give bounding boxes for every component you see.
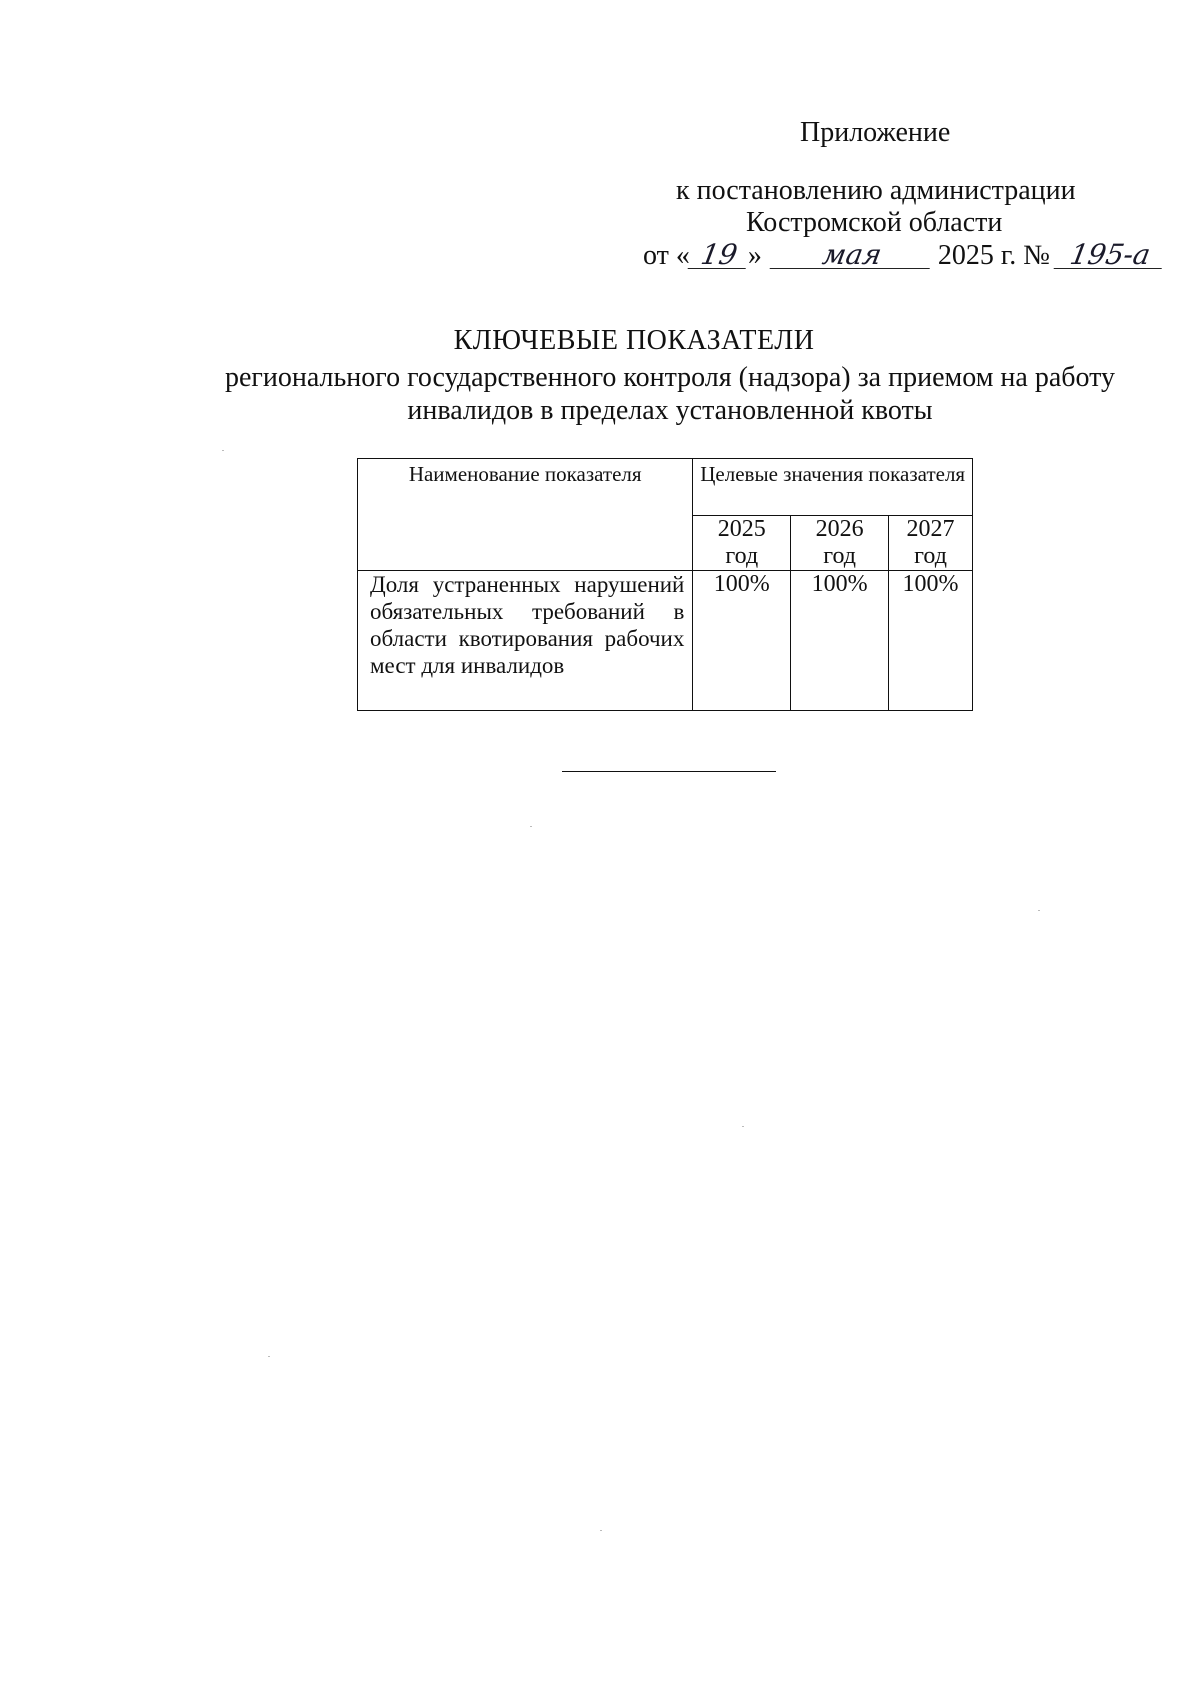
scan-speck — [1038, 910, 1040, 911]
indicator-name-cell: Доля устраненных нарушений обязательных требований в области квотирования рабочих мест для инвалидов — [358, 571, 693, 711]
decree-reference-line-2: Костромской области — [746, 207, 1003, 238]
subtitle-line-1: регионального государственного контроля (надзора) за приемом на работу — [225, 362, 1115, 393]
handwritten-number: 195-а — [1054, 242, 1167, 269]
decree-date-line — [643, 240, 1164, 272]
scan-speck — [742, 1126, 744, 1127]
header-year-2026 — [791, 516, 889, 571]
value-2025-cell: 100% — [693, 571, 791, 711]
scan-speck — [222, 450, 224, 451]
scan-speck — [600, 1530, 602, 1531]
value-2027-cell: 100% — [889, 571, 973, 711]
header-year-2025 — [693, 516, 791, 571]
scan-speck — [530, 826, 532, 827]
year-unit: год — [823, 543, 857, 569]
year-label: 2026 — [815, 516, 864, 542]
header-indicator-name: Наименование показателя — [358, 459, 693, 571]
year-label: 2025 — [717, 516, 766, 542]
date-mid: » — [747, 240, 762, 271]
value-2026-cell: 100% — [791, 571, 889, 711]
decree-reference-line-1: к постановлению администрации — [676, 175, 1076, 206]
table-header-row — [358, 459, 973, 516]
scan-speck — [268, 1356, 270, 1357]
document-subtitle — [210, 361, 1130, 427]
key-indicators-table — [357, 458, 973, 711]
handwritten-day: 19 — [687, 242, 750, 269]
table-row — [358, 571, 973, 711]
header-year-2027 — [889, 516, 973, 571]
date-year: 2025 г. № — [937, 240, 1050, 271]
subtitle-line-2: инвалидов в пределах установленной квоты — [407, 395, 933, 426]
header-target-values: Целевые значения показателя — [693, 459, 973, 516]
document-title: КЛЮЧЕВЫЕ ПОКАЗАТЕЛИ — [453, 325, 815, 356]
year-unit: год — [725, 543, 759, 569]
handwritten-month: мая — [769, 242, 934, 269]
end-of-document-rule — [562, 771, 776, 772]
date-prefix: от « — [643, 240, 690, 271]
year-label: 2027 — [906, 516, 955, 542]
year-unit: год — [914, 543, 947, 569]
appendix-title: Приложение — [800, 117, 951, 148]
